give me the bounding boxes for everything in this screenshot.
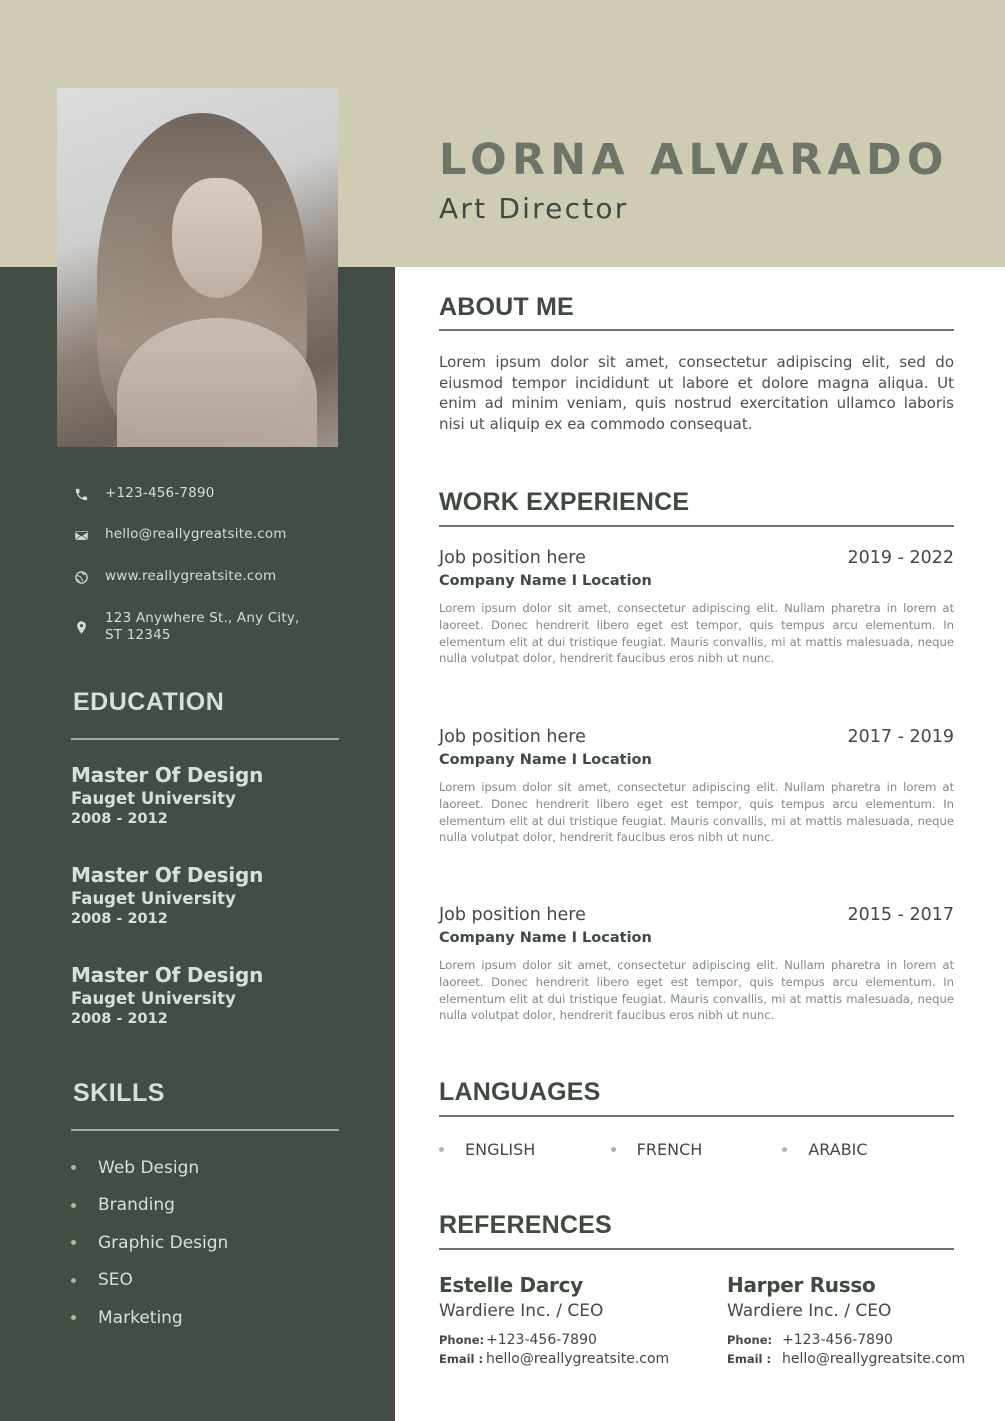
contact-website [72, 568, 276, 586]
email-label: Email : [439, 1352, 484, 1366]
job-position: Job position here [439, 548, 586, 568]
work-heading: WORK EXPERIENCE [439, 488, 690, 516]
bullet-icon [71, 1315, 76, 1320]
skill-label: Graphic Design [98, 1232, 229, 1253]
references-divider [439, 1248, 954, 1250]
email-label: Email : [727, 1352, 772, 1366]
reference-name: Harper Russo [727, 1273, 876, 1297]
reference-phone [439, 1332, 669, 1348]
job-company: Company Name I Location [439, 930, 652, 946]
education-school: Fauget University [71, 789, 236, 808]
envelope-icon [72, 526, 90, 544]
phone-icon [72, 485, 90, 503]
skill-label: Web Design [98, 1157, 200, 1178]
reference-email [439, 1351, 669, 1367]
education-years: 2008 - 2012 [71, 811, 168, 827]
candidate-name: LORNA ALVARADO [439, 135, 949, 185]
work-item [439, 548, 954, 667]
education-item [71, 962, 263, 1029]
education-heading: EDUCATION [73, 688, 225, 716]
education-item [71, 862, 263, 929]
job-dates: 2017 - 2019 [847, 727, 954, 747]
photo-face-shape [172, 178, 262, 298]
education-degree: Master Of Design [71, 863, 264, 887]
languages-divider [439, 1115, 954, 1117]
skills-heading: SKILLS [73, 1079, 165, 1107]
reference-role: Wardiere Inc. / CEO [727, 1301, 892, 1321]
language-label: FRENCH [636, 1140, 703, 1159]
job-dates: 2015 - 2017 [847, 905, 954, 925]
job-position: Job position here [439, 905, 586, 925]
skill-label: SEO [98, 1270, 133, 1291]
job-description: Lorem ipsum dolor sit amet, consectetur adipiscing elit. Nullam pharetra in lorem at laoreet. Donec hendrerit libero eget est tempor, quis tempus arcu elementum. In elementum elit at dui tristique feugiat. Mauris convallis, mi at mattis malesuada, neque nulla volutpat dolor, hendrerit faucibus eros nibh ut nunc. [439, 601, 954, 666]
phone-label: Phone: [727, 1333, 773, 1347]
reference-role: Wardiere Inc. / CEO [439, 1301, 604, 1321]
bullet-icon [71, 1278, 76, 1283]
skill-label: Marketing [98, 1307, 183, 1328]
work-divider [439, 525, 954, 527]
map-pin-icon [72, 618, 90, 636]
bullet-icon [611, 1147, 616, 1152]
website-text: www.reallygreatsite.com [105, 568, 277, 584]
reference-name: Estelle Darcy [439, 1273, 583, 1297]
phone-label: Phone: [439, 1333, 485, 1347]
language-item [782, 1140, 954, 1159]
language-label: ARABIC [808, 1140, 868, 1159]
job-description: Lorem ipsum dolor sit amet, consectetur adipiscing elit. Nullam pharetra in lorem at laoreet. Donec hendrerit libero eget est tempor, quis tempus arcu elementum. In elementum elit at dui tristique feugiat. Mauris convallis, mi at mattis malesuada, neque nulla volutpat dolor, hendrerit faucibus eros nibh ut nunc. [439, 780, 954, 845]
email-value: hello@reallygreatsite.com [486, 1351, 670, 1367]
skills-list [70, 1149, 228, 1337]
work-item [439, 727, 954, 846]
language-item [611, 1140, 783, 1159]
contact-phone [72, 485, 215, 503]
reference-item [439, 1272, 669, 1367]
job-description: Lorem ipsum dolor sit amet, consectetur adipiscing elit. Nullam pharetra in lorem at laoreet. Donec hendrerit libero eget est tempor, quis tempus arcu elementum. In elementum elit at dui tristique feugiat. Mauris convallis, mi at mattis malesuada, neque nulla volutpat dolor, hendrerit faucibus eros nibh ut nunc. [439, 958, 954, 1023]
about-divider [439, 329, 954, 331]
email-value: hello@reallygreatsite.com [782, 1351, 966, 1367]
reference-email [727, 1351, 965, 1367]
candidate-title: Art Director [439, 192, 629, 225]
skill-label: Branding [98, 1195, 175, 1216]
job-company: Company Name I Location [439, 573, 652, 589]
address-text [105, 610, 300, 644]
job-dates: 2019 - 2022 [847, 548, 954, 568]
profile-photo [57, 88, 338, 447]
about-heading: ABOUT ME [439, 293, 574, 321]
skills-divider [71, 1129, 339, 1131]
skill-item [70, 1187, 228, 1225]
about-text: Lorem ipsum dolor sit amet, consectetur adipiscing elit, sed do eiusmod tempor incididunt ut labore et dolore magna aliqua. Ut enim ad minim veniam, quis nostrud exercitation ullamco laboris nisi ut aliquip ex ea commodo consequat. [439, 353, 954, 433]
address-line-1: 123 Anywhere St., Any City, [105, 610, 300, 626]
skill-item [70, 1262, 228, 1300]
contact-address [72, 610, 300, 644]
education-degree: Master Of Design [71, 763, 264, 787]
references-heading: REFERENCES [439, 1211, 612, 1239]
phone-text: +123-456-7890 [105, 485, 215, 501]
reference-phone [727, 1332, 965, 1348]
languages-list [439, 1140, 954, 1159]
phone-value: +123-456-7890 [486, 1332, 597, 1348]
education-years: 2008 - 2012 [71, 911, 168, 927]
skill-item [70, 1299, 228, 1337]
phone-value: +123-456-7890 [782, 1332, 893, 1348]
education-school: Fauget University [71, 989, 236, 1008]
job-company: Company Name I Location [439, 752, 652, 768]
languages-heading: LANGUAGES [439, 1078, 601, 1106]
globe-icon [72, 568, 90, 586]
education-school: Fauget University [71, 889, 236, 908]
bullet-icon [782, 1147, 787, 1152]
contact-email [72, 526, 287, 544]
bullet-icon [71, 1240, 76, 1245]
education-degree: Master Of Design [71, 963, 264, 987]
bullet-icon [71, 1165, 76, 1170]
address-line-2: ST 12345 [105, 627, 171, 643]
job-position: Job position here [439, 727, 586, 747]
skill-item [70, 1224, 228, 1262]
education-item [71, 762, 263, 829]
education-years: 2008 - 2012 [71, 1011, 168, 1027]
education-divider [71, 738, 339, 740]
email-text: hello@reallygreatsite.com [105, 526, 287, 542]
skill-item [70, 1149, 228, 1187]
bullet-icon [71, 1203, 76, 1208]
language-item [439, 1140, 611, 1159]
reference-item [727, 1272, 965, 1367]
work-item [439, 905, 954, 1024]
bullet-icon [439, 1147, 444, 1152]
language-label: ENGLISH [465, 1140, 536, 1159]
